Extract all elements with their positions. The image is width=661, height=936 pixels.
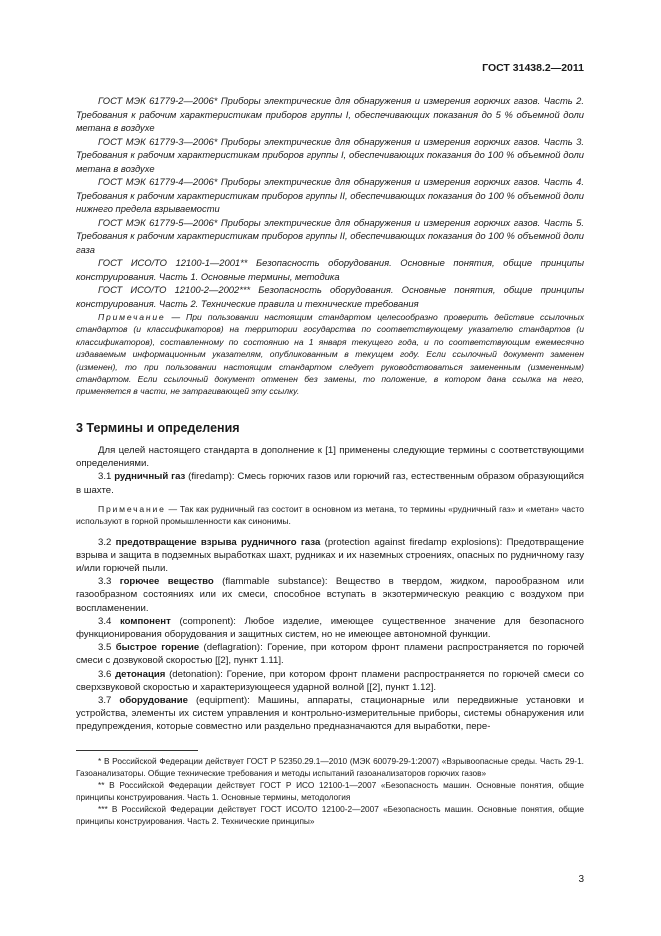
- term-number: 3.2: [98, 536, 116, 548]
- term-entry-3-4: [76, 615, 584, 641]
- term-entry-3-1: [76, 470, 584, 496]
- footnotes: [76, 756, 584, 829]
- term-definition: (firedamp): Смесь горючих газов или горючий газ, естественным образом образующийся в шахте.: [76, 471, 584, 496]
- term-entry-3-3: [76, 575, 584, 615]
- section-title: 3 Термины и определения: [76, 421, 240, 435]
- term-name: детонация: [115, 668, 166, 680]
- references-note: [76, 311, 584, 398]
- term-number: 3.7: [98, 695, 120, 707]
- note-label: Примечание: [98, 503, 166, 514]
- footnote: ** В Российской Федерации действует ГОСТ Р ИСО 12100-1—2007 «Безопасность машин. Основные понятия, общие принципы конструирования. Часть 1. Основные термины, методология: [76, 780, 584, 802]
- term-entry-3-2: [76, 536, 584, 576]
- note-label: Примечание: [98, 312, 166, 322]
- term-name: горючее вещество: [119, 576, 214, 588]
- term-entry-3-6: [76, 668, 584, 694]
- section-intro: Для целей настоящего стандарта в дополнение к [1] применены следующие термины с соответствующими определениями.: [76, 445, 584, 470]
- reference-item: ГОСТ МЭК 61779-2—2006* Приборы электрические для обнаружения и измерения горючих газов. Часть 2. Требования к рабочим характеристикам приборов группы I, обеспечивающих показания до 5 % объемной доли метана в воздухе: [76, 95, 584, 133]
- term-name: быстрое горение: [115, 642, 200, 654]
- term-name: рудничный газ: [114, 471, 186, 483]
- term-number: 3.3: [98, 576, 120, 588]
- term-note: [76, 503, 584, 528]
- term-definition: (protection against firedamp explosions): Предотвращение взрыва и защита в подземных выработках шахт, рудниках и их наземных строениях, опасных по рудничному газу и/или горючей пыли.: [76, 536, 584, 575]
- footnote-divider: [76, 750, 198, 751]
- term-name: предотвращение взрыва рудничного газа: [115, 536, 321, 548]
- term-number: 3.1: [98, 471, 115, 483]
- term-entry-3-7: [76, 694, 584, 734]
- note-paragraph: [76, 311, 584, 398]
- term-number: 3.4: [98, 615, 120, 627]
- term-entry-3-5: [76, 641, 584, 667]
- term-name: компонент: [120, 615, 171, 627]
- reference-item: ГОСТ МЭК 61779-4—2006* Приборы электрические для обнаружения и измерения горючих газов. Часть 4. Требования к рабочим характеристикам приборов группы II, обеспечивающих показания до 100 % объемной доли нижнего предела взрываемости: [76, 176, 584, 214]
- reference-item: ГОСТ ИСО/ТО 12100-2—2002*** Безопасность оборудования. Основные понятия, общие принципы конструирования. Часть 2. Технические правила и технические требования: [76, 284, 584, 309]
- reference-item: ГОСТ МЭК 61779-5—2006* Приборы электрические для обнаружения и измерения горючих газов. Часть 5. Требования к рабочим характеристикам приборов группы II, обеспечивающих показания до 100 % объемной доли газа: [76, 216, 584, 255]
- footnote: * В Российской Федерации действует ГОСТ Р 52350.29.1—2010 (МЭК 60079-29-1:2007) «Взрывоопасные среды. Часть 29-1. Газоанализаторы. Общие технические требования и методы испытаний газоанализаторов горючих газов»: [76, 756, 584, 778]
- normative-references: [76, 94, 584, 310]
- term-number: 3.5: [98, 642, 116, 654]
- reference-item: ГОСТ МЭК 61779-3—2006* Приборы электрические для обнаружения и измерения горючих газов. Часть 3. Требования к рабочим характеристикам приборов группы I, обеспечивающих показания до 100 % объемной доли метана в воздухе: [76, 135, 584, 174]
- standard-code: ГОСТ 31438.2—2011: [482, 62, 584, 74]
- terms-definitions: [76, 444, 584, 734]
- footnote: *** В Российской Федерации действует ГОСТ ИСО/ТО 12100-2—2007 «Безопасность машин. Основные понятия, общие принципы конструирования. Часть 2. Технические принципы»: [76, 804, 584, 826]
- term-definition: (component): Любое изделие, имеющее существенное значение для безопасного функционирования оборудования и защитных систем, но не имеющее автономной функции.: [76, 615, 584, 641]
- page-number: 3: [578, 874, 584, 885]
- term-definition: (deflagration): Горение, при котором фронт пламени распространяется по горючей смеси с дозвуковой скоростью [[2], пункт 1.11].: [76, 642, 585, 667]
- term-name: оборудование: [119, 695, 188, 707]
- term-definition: (flammable substance): Вещество в твердом, жидком, парообразном или газообразном состояниях или их смеси, способное вступать в экзотермическую реакцию с воздухом при воспламенении.: [76, 576, 584, 614]
- reference-item: ГОСТ ИСО/ТО 12100-1—2001** Безопасность оборудования. Основные понятия, общие принципы конструирования. Часть 1. Основные термины, методика: [76, 257, 584, 282]
- note-text: — При пользовании настоящим стандартом целесообразно проверить действие ссылочных стандартов (и классификаторов) на территории государства по соответствующему указателю стандартов (и классификаторов), составленному по состоянию на 1 января текущего года, и по соответствующим ежемесячно издаваемым информационным указателям, опубликованным в текущем году. Если ссылочный документ заменен (изменен), то при пользовании настоящим стандартом следует руководствоваться замененным (измененным) стандартом. Если ссылочный документ отменен без замены, то положение, в котором дана ссылка на него, применяется в части, не затрагивающей эту ссылку.: [76, 312, 584, 397]
- term-definition: (detonation): Горение, при котором фронт пламени распространяется по горючей смеси со сверхзвуковой скоростью и характеризующееся ударной волной [[2], пункт 1.12].: [76, 668, 584, 693]
- term-number: 3.6: [98, 668, 116, 680]
- note-text: — Так как рудничный газ состоит в основном из метана, то термины «рудничный газ» и «метан» часто используют в горной промышленности как синонимы.: [76, 503, 584, 527]
- term-definition: (equipment): Машины, аппараты, стационарные или передвижные установки и устройства, элементы их систем управления и контрольно-измерительные приборы, системы обнаружения или предупреждения, которые совместно или раздельно предназначаются для выработки, пере-: [76, 695, 584, 733]
